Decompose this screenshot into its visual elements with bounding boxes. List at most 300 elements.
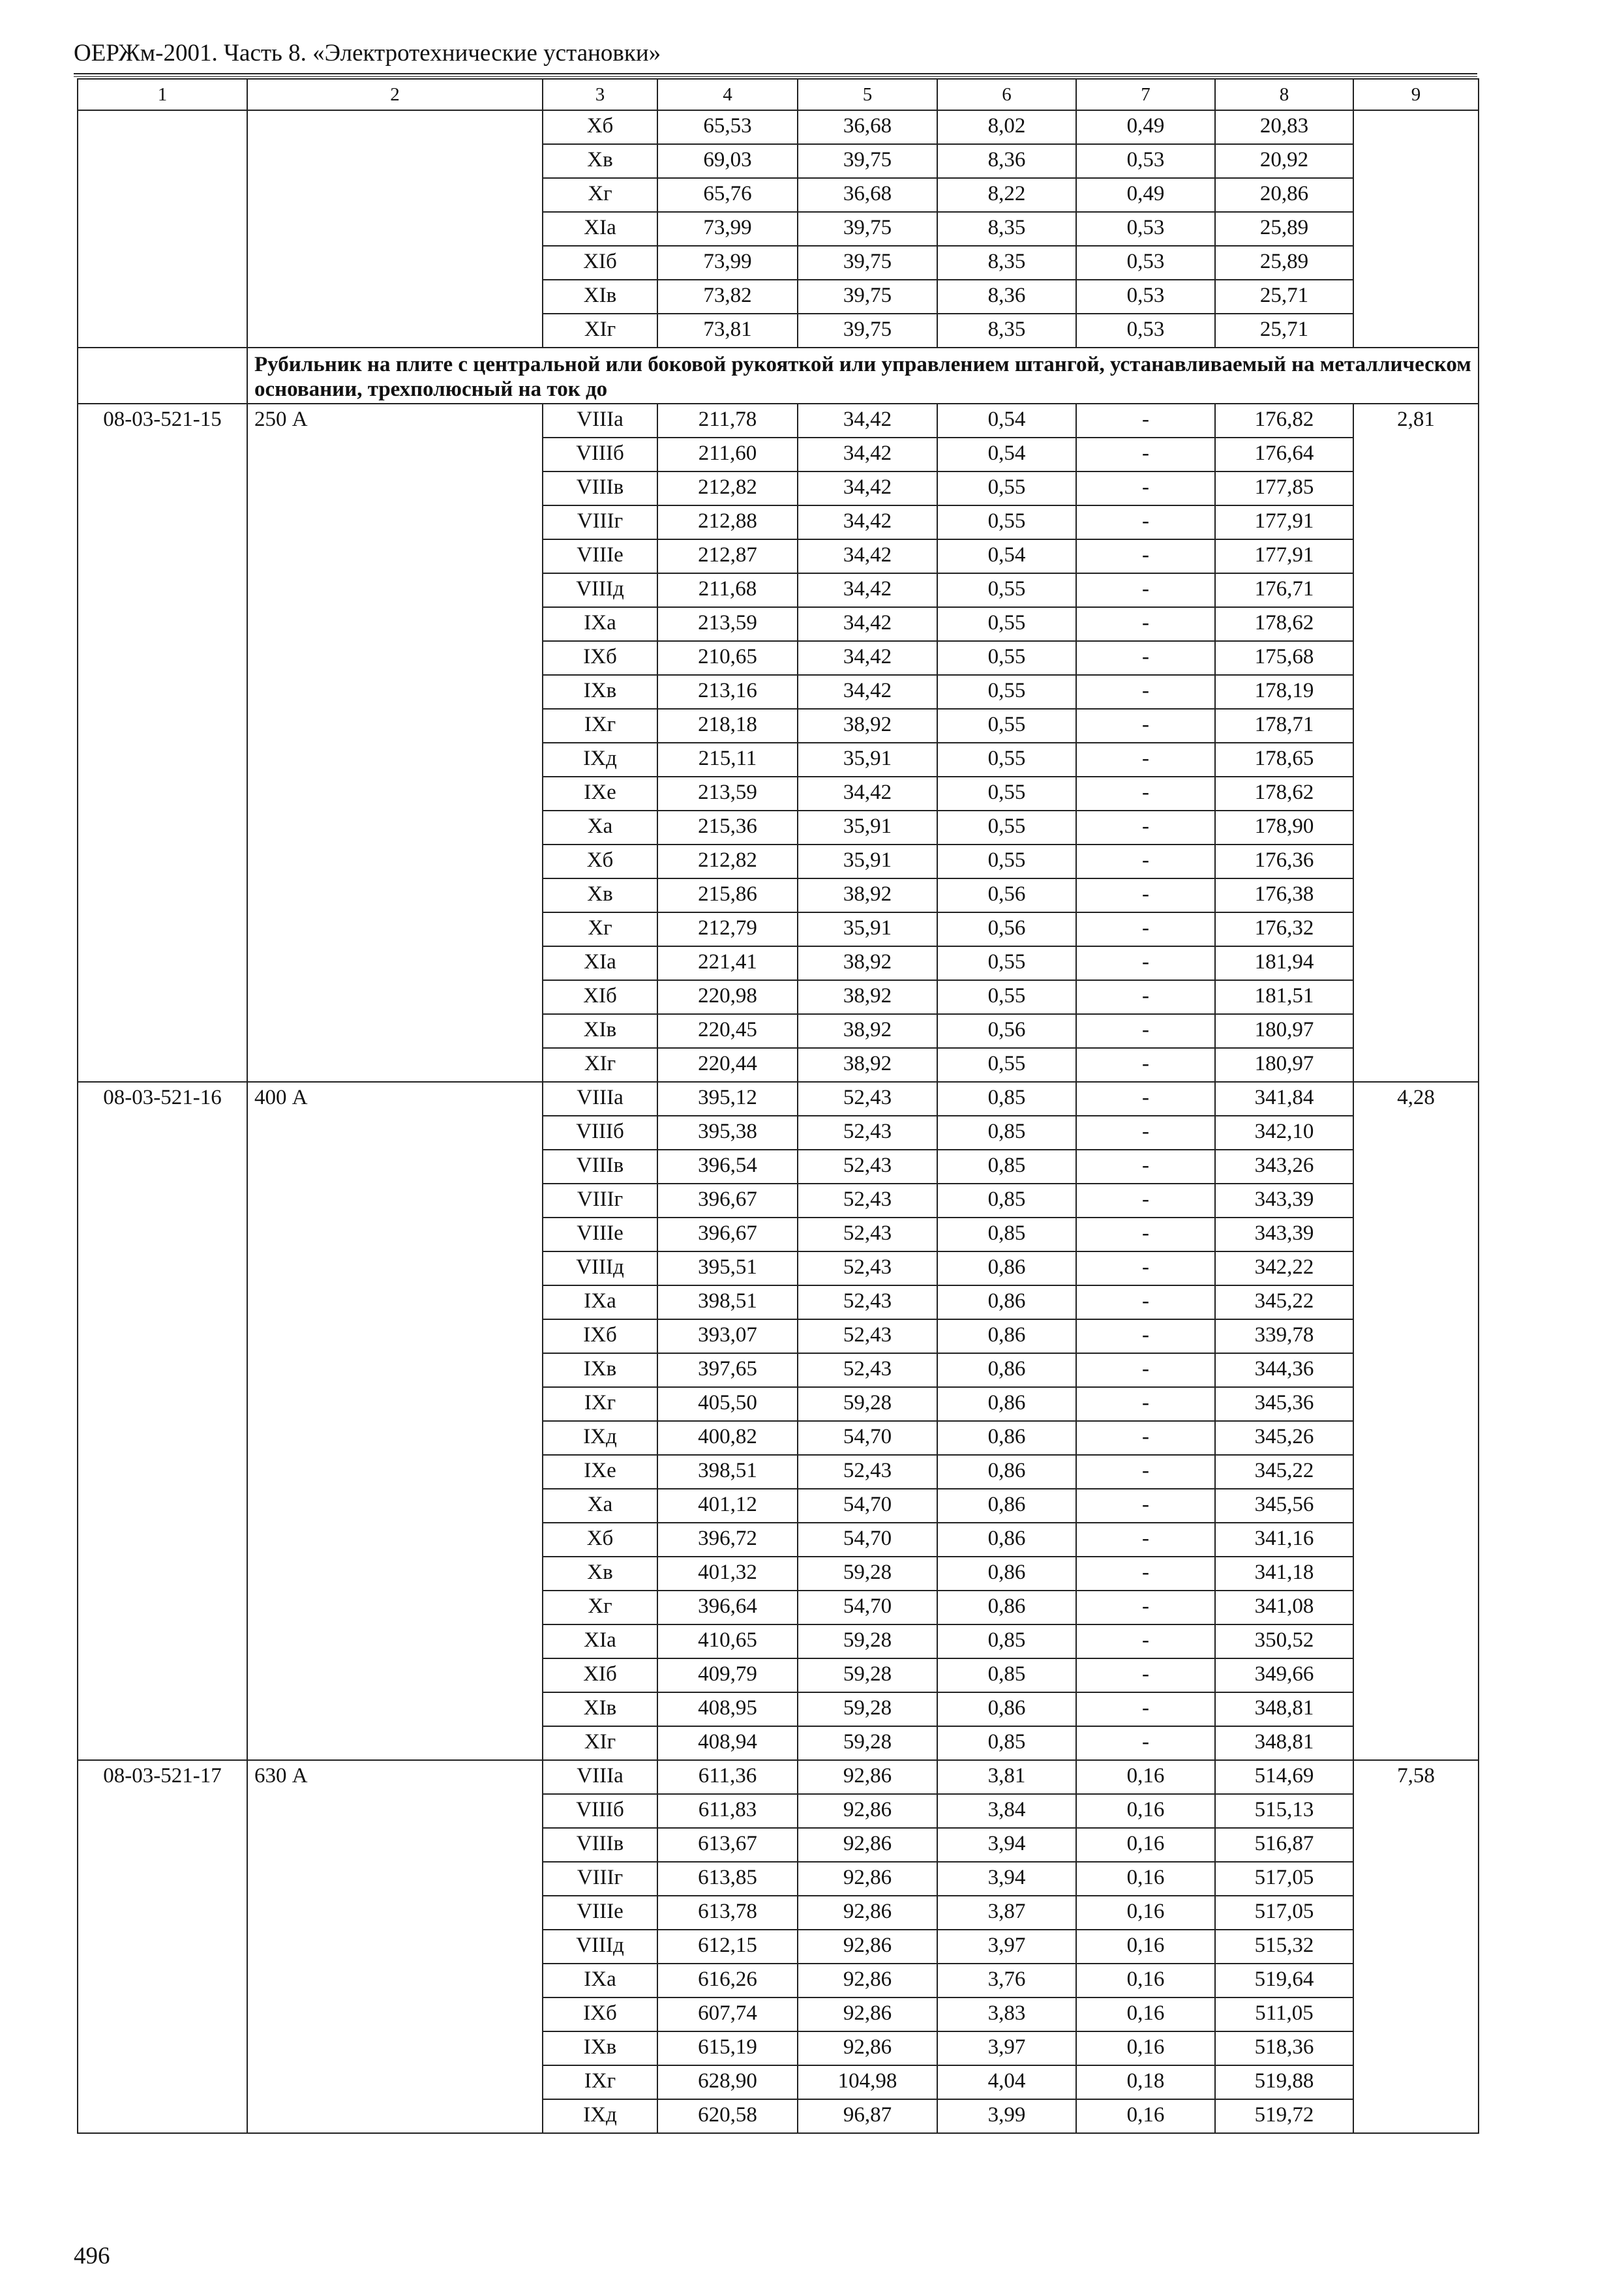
value-cell: 515,32 bbox=[1215, 1930, 1353, 1964]
value-cell: 0,55 bbox=[937, 777, 1076, 811]
value-cell: 517,05 bbox=[1215, 1896, 1353, 1930]
value-cell: - bbox=[1076, 1658, 1215, 1692]
value-cell: 409,79 bbox=[657, 1658, 798, 1692]
value-cell: 92,86 bbox=[798, 2031, 937, 2065]
rates-table bbox=[77, 78, 1479, 2134]
value-cell: 0,85 bbox=[937, 1624, 1076, 1658]
value-cell: 518,36 bbox=[1215, 2031, 1353, 2065]
value-cell: - bbox=[1076, 1591, 1215, 1624]
value-cell: 396,54 bbox=[657, 1150, 798, 1184]
value-cell: 73,99 bbox=[657, 246, 798, 280]
value-cell: 0,53 bbox=[1076, 144, 1215, 178]
value-cell: 220,98 bbox=[657, 980, 798, 1014]
value-cell: 36,68 bbox=[798, 110, 937, 144]
value-cell: VIIIe bbox=[543, 539, 657, 573]
value-cell: VIIIг bbox=[543, 1862, 657, 1896]
value-cell: 221,41 bbox=[657, 946, 798, 980]
value-cell: - bbox=[1076, 811, 1215, 845]
value-cell: 607,74 bbox=[657, 1997, 798, 2031]
value-cell: 343,39 bbox=[1215, 1184, 1353, 1218]
value-cell: 0,16 bbox=[1076, 1997, 1215, 2031]
value-cell: 0,86 bbox=[937, 1387, 1076, 1421]
header-rule bbox=[74, 73, 1477, 74]
value-cell: 52,43 bbox=[798, 1116, 937, 1150]
value-cell: - bbox=[1076, 946, 1215, 980]
value-cell: - bbox=[1076, 573, 1215, 607]
value-cell: 8,22 bbox=[937, 178, 1076, 212]
value-cell: - bbox=[1076, 1523, 1215, 1557]
rates-table-body bbox=[78, 79, 1479, 2133]
value-cell: IXe bbox=[543, 777, 657, 811]
value-cell: 176,64 bbox=[1215, 438, 1353, 471]
value-cell: 212,88 bbox=[657, 505, 798, 539]
value-cell: 59,28 bbox=[798, 1692, 937, 1726]
value-cell: 36,68 bbox=[798, 178, 937, 212]
value-cell: 4,04 bbox=[937, 2065, 1076, 2099]
name-cell: 250 А bbox=[247, 404, 543, 1082]
value-cell: VIIIa bbox=[543, 404, 657, 438]
value-cell: XIв bbox=[543, 280, 657, 314]
value-cell: - bbox=[1076, 1557, 1215, 1591]
value-cell: 54,70 bbox=[798, 1421, 937, 1455]
value-cell: 39,75 bbox=[798, 144, 937, 178]
value-cell: - bbox=[1076, 1285, 1215, 1319]
value-cell: IXд bbox=[543, 2099, 657, 2133]
value-cell: 0,55 bbox=[937, 607, 1076, 641]
value-cell: - bbox=[1076, 1251, 1215, 1285]
value-cell: - bbox=[1076, 980, 1215, 1014]
value-cell: 213,16 bbox=[657, 675, 798, 709]
value-cell: 35,91 bbox=[798, 743, 937, 777]
value-cell: 8,36 bbox=[937, 280, 1076, 314]
col9-cell: 4,28 bbox=[1353, 1082, 1479, 1760]
value-cell: 211,60 bbox=[657, 438, 798, 471]
value-cell: Xв bbox=[543, 878, 657, 912]
value-cell: 178,65 bbox=[1215, 743, 1353, 777]
value-cell: - bbox=[1076, 471, 1215, 505]
value-cell: 215,36 bbox=[657, 811, 798, 845]
value-cell: 345,26 bbox=[1215, 1421, 1353, 1455]
value-cell: 0,55 bbox=[937, 573, 1076, 607]
value-cell: 0,54 bbox=[937, 404, 1076, 438]
value-cell: 519,88 bbox=[1215, 2065, 1353, 2099]
table-row bbox=[78, 404, 1479, 438]
value-cell: 0,55 bbox=[937, 845, 1076, 878]
value-cell: 0,54 bbox=[937, 539, 1076, 573]
value-cell: VIIIe bbox=[543, 1896, 657, 1930]
value-cell: VIIIг bbox=[543, 1184, 657, 1218]
value-cell: IXв bbox=[543, 1353, 657, 1387]
value-cell: 52,43 bbox=[798, 1251, 937, 1285]
value-cell: 69,03 bbox=[657, 144, 798, 178]
column-number: 6 bbox=[937, 79, 1076, 110]
value-cell: 0,86 bbox=[937, 1285, 1076, 1319]
value-cell: 8,35 bbox=[937, 314, 1076, 348]
value-cell: VIIIa bbox=[543, 1760, 657, 1794]
value-cell: VIIIд bbox=[543, 1251, 657, 1285]
value-cell: 0,55 bbox=[937, 675, 1076, 709]
value-cell: 3,94 bbox=[937, 1862, 1076, 1896]
value-cell: 0,16 bbox=[1076, 1760, 1215, 1794]
value-cell: 92,86 bbox=[798, 1997, 937, 2031]
value-cell: 0,53 bbox=[1076, 280, 1215, 314]
value-cell: - bbox=[1076, 675, 1215, 709]
value-cell: 3,76 bbox=[937, 1964, 1076, 1997]
value-cell: 345,22 bbox=[1215, 1455, 1353, 1489]
value-cell: - bbox=[1076, 1014, 1215, 1048]
value-cell: 0,85 bbox=[937, 1116, 1076, 1150]
value-cell: XIб bbox=[543, 246, 657, 280]
value-cell: 212,82 bbox=[657, 471, 798, 505]
value-cell: 52,43 bbox=[798, 1150, 937, 1184]
value-cell: 0,85 bbox=[937, 1726, 1076, 1760]
value-cell: 92,86 bbox=[798, 1828, 937, 1862]
value-cell: 0,85 bbox=[937, 1150, 1076, 1184]
value-cell: - bbox=[1076, 1455, 1215, 1489]
value-cell: - bbox=[1076, 1421, 1215, 1455]
value-cell: - bbox=[1076, 438, 1215, 471]
value-cell: 92,86 bbox=[798, 1896, 937, 1930]
value-cell: 396,67 bbox=[657, 1218, 798, 1251]
value-cell: 3,84 bbox=[937, 1794, 1076, 1828]
value-cell: 8,35 bbox=[937, 246, 1076, 280]
value-cell: 616,26 bbox=[657, 1964, 798, 1997]
value-cell: 34,42 bbox=[798, 607, 937, 641]
value-cell: 34,42 bbox=[798, 539, 937, 573]
value-cell: 54,70 bbox=[798, 1489, 937, 1523]
table-row bbox=[78, 110, 1479, 144]
value-cell: 25,89 bbox=[1215, 246, 1353, 280]
value-cell: 220,45 bbox=[657, 1014, 798, 1048]
value-cell: - bbox=[1076, 1184, 1215, 1218]
value-cell: 3,94 bbox=[937, 1828, 1076, 1862]
value-cell: 8,02 bbox=[937, 110, 1076, 144]
value-cell: 52,43 bbox=[798, 1319, 937, 1353]
value-cell: 34,42 bbox=[798, 675, 937, 709]
value-cell: 34,42 bbox=[798, 573, 937, 607]
value-cell: 59,28 bbox=[798, 1658, 937, 1692]
value-cell: 73,99 bbox=[657, 212, 798, 246]
value-cell: 176,32 bbox=[1215, 912, 1353, 946]
page-number: 496 bbox=[74, 2243, 110, 2269]
value-cell: Xг bbox=[543, 1591, 657, 1624]
value-cell: IXa bbox=[543, 607, 657, 641]
value-cell: 341,08 bbox=[1215, 1591, 1353, 1624]
value-cell: XIб bbox=[543, 980, 657, 1014]
value-cell: 401,12 bbox=[657, 1489, 798, 1523]
value-cell: XIг bbox=[543, 314, 657, 348]
value-cell: 339,78 bbox=[1215, 1319, 1353, 1353]
value-cell: 39,75 bbox=[798, 246, 937, 280]
value-cell: IXд bbox=[543, 743, 657, 777]
value-cell: 178,62 bbox=[1215, 777, 1353, 811]
value-cell: 178,71 bbox=[1215, 709, 1353, 743]
value-cell: VIIIд bbox=[543, 1930, 657, 1964]
value-cell: 181,94 bbox=[1215, 946, 1353, 980]
value-cell: VIIIв bbox=[543, 471, 657, 505]
value-cell: 178,62 bbox=[1215, 607, 1353, 641]
value-cell: 34,42 bbox=[798, 777, 937, 811]
value-cell: 25,71 bbox=[1215, 314, 1353, 348]
value-cell: - bbox=[1076, 912, 1215, 946]
value-cell: 52,43 bbox=[798, 1455, 937, 1489]
value-cell: 0,86 bbox=[937, 1251, 1076, 1285]
table-row bbox=[78, 1082, 1479, 1116]
value-cell: Xб bbox=[543, 1523, 657, 1557]
value-cell: XIa bbox=[543, 946, 657, 980]
value-cell: 92,86 bbox=[798, 1794, 937, 1828]
value-cell: 38,92 bbox=[798, 709, 937, 743]
value-cell: Xв bbox=[543, 1557, 657, 1591]
value-cell: VIIIб bbox=[543, 1794, 657, 1828]
value-cell: - bbox=[1076, 539, 1215, 573]
value-cell: 345,36 bbox=[1215, 1387, 1353, 1421]
value-cell: 611,36 bbox=[657, 1760, 798, 1794]
value-cell: - bbox=[1076, 777, 1215, 811]
value-cell: VIIIa bbox=[543, 1082, 657, 1116]
name-cell: 400 А bbox=[247, 1082, 543, 1760]
value-cell: 613,85 bbox=[657, 1862, 798, 1896]
value-cell: 180,97 bbox=[1215, 1014, 1353, 1048]
value-cell: 395,12 bbox=[657, 1082, 798, 1116]
value-cell: 519,64 bbox=[1215, 1964, 1353, 1997]
column-number: 2 bbox=[247, 79, 543, 110]
value-cell: 212,79 bbox=[657, 912, 798, 946]
value-cell: 39,75 bbox=[798, 314, 937, 348]
value-cell: 0,16 bbox=[1076, 1964, 1215, 1997]
value-cell: 516,87 bbox=[1215, 1828, 1353, 1862]
value-cell: IXв bbox=[543, 2031, 657, 2065]
value-cell: 615,19 bbox=[657, 2031, 798, 2065]
value-cell: - bbox=[1076, 878, 1215, 912]
value-cell: Xг bbox=[543, 912, 657, 946]
value-cell: 515,13 bbox=[1215, 1794, 1353, 1828]
value-cell: - bbox=[1076, 1048, 1215, 1082]
value-cell: 3,87 bbox=[937, 1896, 1076, 1930]
column-number-row bbox=[78, 79, 1479, 110]
value-cell: IXг bbox=[543, 1387, 657, 1421]
value-cell: XIг bbox=[543, 1048, 657, 1082]
value-cell: 0,86 bbox=[937, 1692, 1076, 1726]
value-cell: 408,94 bbox=[657, 1726, 798, 1760]
value-cell: 59,28 bbox=[798, 1557, 937, 1591]
value-cell: 344,36 bbox=[1215, 1353, 1353, 1387]
value-cell: 177,91 bbox=[1215, 539, 1353, 573]
value-cell: 398,51 bbox=[657, 1455, 798, 1489]
value-cell: 20,86 bbox=[1215, 178, 1353, 212]
value-cell: - bbox=[1076, 1489, 1215, 1523]
value-cell: 0,53 bbox=[1076, 246, 1215, 280]
value-cell: 220,44 bbox=[657, 1048, 798, 1082]
value-cell: 59,28 bbox=[798, 1387, 937, 1421]
value-cell: 0,55 bbox=[937, 505, 1076, 539]
value-cell: 519,72 bbox=[1215, 2099, 1353, 2133]
value-cell: IXв bbox=[543, 675, 657, 709]
value-cell: 350,52 bbox=[1215, 1624, 1353, 1658]
value-cell: 8,36 bbox=[937, 144, 1076, 178]
value-cell: - bbox=[1076, 641, 1215, 675]
col9-cell bbox=[1353, 110, 1479, 348]
value-cell: 345,56 bbox=[1215, 1489, 1353, 1523]
value-cell: 0,49 bbox=[1076, 110, 1215, 144]
value-cell: - bbox=[1076, 1218, 1215, 1251]
value-cell: 0,49 bbox=[1076, 178, 1215, 212]
value-cell: 0,16 bbox=[1076, 1896, 1215, 1930]
value-cell: - bbox=[1076, 1116, 1215, 1150]
name-cell bbox=[247, 110, 543, 348]
col9-cell: 2,81 bbox=[1353, 404, 1479, 1082]
value-cell: 59,28 bbox=[798, 1726, 937, 1760]
value-cell: 52,43 bbox=[798, 1285, 937, 1319]
value-cell: 34,42 bbox=[798, 471, 937, 505]
value-cell: - bbox=[1076, 709, 1215, 743]
value-cell: 39,75 bbox=[798, 212, 937, 246]
section-title: Рубильник на плите с центральной или боковой рукояткой или управлением штангой, устанавливаемый на металлическом основании, трехполюсный на ток до bbox=[247, 348, 1479, 404]
value-cell: 341,84 bbox=[1215, 1082, 1353, 1116]
value-cell: 0,16 bbox=[1076, 1828, 1215, 1862]
value-cell: 35,91 bbox=[798, 811, 937, 845]
value-cell: IXб bbox=[543, 1319, 657, 1353]
value-cell: - bbox=[1076, 1624, 1215, 1658]
running-header: ОЕРЖм-2001. Часть 8. «Электротехнические установки» bbox=[74, 40, 661, 67]
value-cell: 34,42 bbox=[798, 438, 937, 471]
section-row bbox=[78, 348, 1479, 404]
value-cell: 0,86 bbox=[937, 1353, 1076, 1387]
value-cell: 3,81 bbox=[937, 1760, 1076, 1794]
value-cell: 211,78 bbox=[657, 404, 798, 438]
value-cell: 35,91 bbox=[798, 912, 937, 946]
value-cell: 0,86 bbox=[937, 1523, 1076, 1557]
value-cell: 180,97 bbox=[1215, 1048, 1353, 1082]
value-cell: 212,87 bbox=[657, 539, 798, 573]
value-cell: 0,56 bbox=[937, 1014, 1076, 1048]
value-cell: 38,92 bbox=[798, 1014, 937, 1048]
value-cell: VIIIe bbox=[543, 1218, 657, 1251]
value-cell: 177,91 bbox=[1215, 505, 1353, 539]
value-cell: 0,55 bbox=[937, 743, 1076, 777]
value-cell: IXб bbox=[543, 1997, 657, 2031]
value-cell: 25,89 bbox=[1215, 212, 1353, 246]
value-cell: 611,83 bbox=[657, 1794, 798, 1828]
value-cell: 73,82 bbox=[657, 280, 798, 314]
value-cell: - bbox=[1076, 1692, 1215, 1726]
value-cell: 613,78 bbox=[657, 1896, 798, 1930]
value-cell: 213,59 bbox=[657, 607, 798, 641]
value-cell: 0,55 bbox=[937, 641, 1076, 675]
value-cell: XIб bbox=[543, 1658, 657, 1692]
value-cell: - bbox=[1076, 404, 1215, 438]
value-cell: 0,18 bbox=[1076, 2065, 1215, 2099]
value-cell: 212,82 bbox=[657, 845, 798, 878]
value-cell: 348,81 bbox=[1215, 1726, 1353, 1760]
value-cell: 0,85 bbox=[937, 1082, 1076, 1116]
value-cell: VIIIд bbox=[543, 573, 657, 607]
column-number: 9 bbox=[1353, 79, 1479, 110]
value-cell: 54,70 bbox=[798, 1591, 937, 1624]
value-cell: 395,51 bbox=[657, 1251, 798, 1285]
value-cell: XIв bbox=[543, 1692, 657, 1726]
value-cell: 0,16 bbox=[1076, 1930, 1215, 1964]
column-number: 4 bbox=[657, 79, 798, 110]
value-cell: 400,82 bbox=[657, 1421, 798, 1455]
value-cell: 343,26 bbox=[1215, 1150, 1353, 1184]
value-cell: 343,39 bbox=[1215, 1218, 1353, 1251]
value-cell: - bbox=[1076, 743, 1215, 777]
value-cell: 34,42 bbox=[798, 641, 937, 675]
value-cell: 0,86 bbox=[937, 1421, 1076, 1455]
value-cell: 213,59 bbox=[657, 777, 798, 811]
value-cell: VIIIг bbox=[543, 505, 657, 539]
value-cell: 397,65 bbox=[657, 1353, 798, 1387]
value-cell: 0,86 bbox=[937, 1319, 1076, 1353]
value-cell: Xв bbox=[543, 144, 657, 178]
value-cell: XIa bbox=[543, 212, 657, 246]
value-cell: 20,83 bbox=[1215, 110, 1353, 144]
value-cell: XIг bbox=[543, 1726, 657, 1760]
value-cell: 342,10 bbox=[1215, 1116, 1353, 1150]
value-cell: 52,43 bbox=[798, 1353, 937, 1387]
value-cell: 395,38 bbox=[657, 1116, 798, 1150]
value-cell: 511,05 bbox=[1215, 1997, 1353, 2031]
value-cell: Xг bbox=[543, 178, 657, 212]
value-cell: 0,85 bbox=[937, 1658, 1076, 1692]
value-cell: 0,86 bbox=[937, 1455, 1076, 1489]
value-cell: IXa bbox=[543, 1285, 657, 1319]
value-cell: 0,16 bbox=[1076, 2099, 1215, 2133]
value-cell: 3,97 bbox=[937, 1930, 1076, 1964]
section-spacer bbox=[78, 348, 247, 404]
value-cell: 176,71 bbox=[1215, 573, 1353, 607]
value-cell: 181,51 bbox=[1215, 980, 1353, 1014]
value-cell: 0,55 bbox=[937, 1048, 1076, 1082]
column-number: 3 bbox=[543, 79, 657, 110]
value-cell: 0,56 bbox=[937, 878, 1076, 912]
value-cell: 628,90 bbox=[657, 2065, 798, 2099]
value-cell: 35,91 bbox=[798, 845, 937, 878]
value-cell: - bbox=[1076, 1387, 1215, 1421]
code-cell: 08-03-521-15 bbox=[78, 404, 247, 1082]
value-cell: - bbox=[1076, 505, 1215, 539]
value-cell: 0,54 bbox=[937, 438, 1076, 471]
value-cell: 0,16 bbox=[1076, 2031, 1215, 2065]
value-cell: IXг bbox=[543, 2065, 657, 2099]
value-cell: 396,64 bbox=[657, 1591, 798, 1624]
value-cell: 104,98 bbox=[798, 2065, 937, 2099]
value-cell: 92,86 bbox=[798, 1862, 937, 1896]
value-cell: 613,67 bbox=[657, 1828, 798, 1862]
value-cell: 0,55 bbox=[937, 946, 1076, 980]
value-cell: 410,65 bbox=[657, 1624, 798, 1658]
value-cell: Xa bbox=[543, 1489, 657, 1523]
value-cell: 54,70 bbox=[798, 1523, 937, 1557]
value-cell: 38,92 bbox=[798, 980, 937, 1014]
value-cell: Xa bbox=[543, 811, 657, 845]
value-cell: 25,71 bbox=[1215, 280, 1353, 314]
column-number: 8 bbox=[1215, 79, 1353, 110]
value-cell: 178,90 bbox=[1215, 811, 1353, 845]
value-cell: 177,85 bbox=[1215, 471, 1353, 505]
col9-cell: 7,58 bbox=[1353, 1760, 1479, 2133]
value-cell: - bbox=[1076, 845, 1215, 878]
value-cell: IXг bbox=[543, 709, 657, 743]
value-cell: 341,16 bbox=[1215, 1523, 1353, 1557]
value-cell: 0,86 bbox=[937, 1557, 1076, 1591]
value-cell: 59,28 bbox=[798, 1624, 937, 1658]
code-cell: 08-03-521-16 bbox=[78, 1082, 247, 1760]
value-cell: 175,68 bbox=[1215, 641, 1353, 675]
value-cell: 396,72 bbox=[657, 1523, 798, 1557]
value-cell: Xб bbox=[543, 110, 657, 144]
